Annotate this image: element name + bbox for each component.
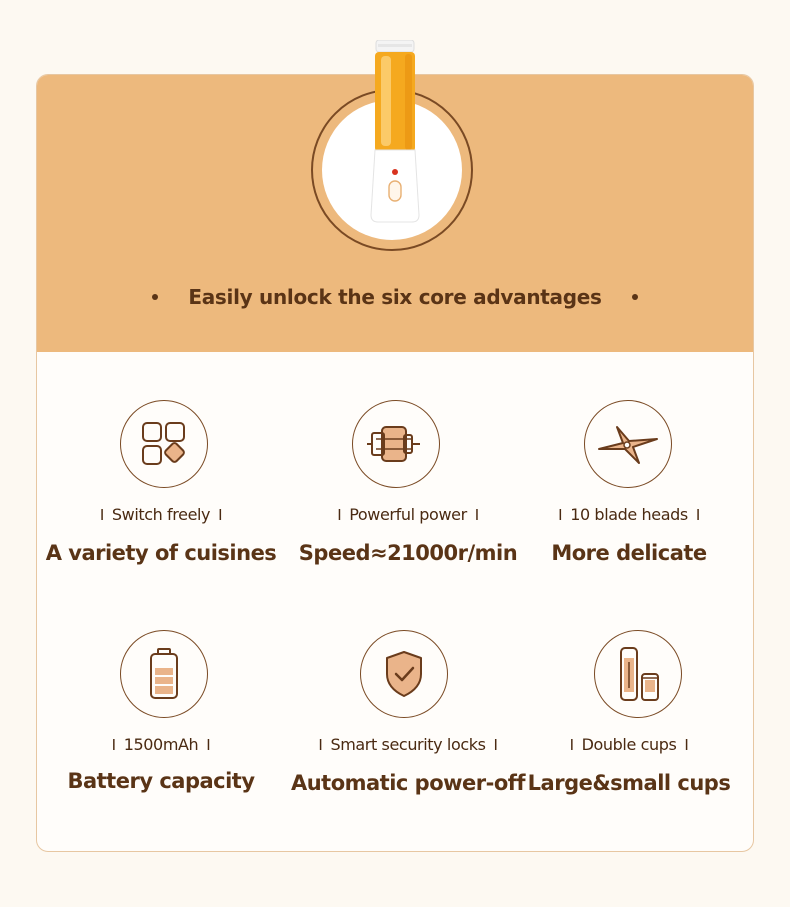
blade-icon xyxy=(584,400,672,488)
grid-squares-icon xyxy=(120,400,208,488)
headline xyxy=(0,282,790,312)
feature-sub-label: I Switch freely I xyxy=(99,505,223,524)
feature-sub-label: I Smart security locks I xyxy=(318,735,498,754)
feature-main-label: More delicate xyxy=(551,541,707,565)
feature-main-label: Automatic power-off xyxy=(290,771,526,795)
motor-icon xyxy=(352,400,440,488)
feature-sub-label: I Powerful power I xyxy=(337,505,479,524)
feature-main-label: Large&small cups xyxy=(527,771,731,795)
feature-main-label: Speed≈21000r/min xyxy=(298,541,518,565)
bullet-right xyxy=(632,294,638,300)
blender-image xyxy=(368,40,422,225)
cups-icon xyxy=(594,630,682,718)
feature-main-label: Battery capacity xyxy=(67,769,255,793)
feature-sub-label: I 10 blade heads I xyxy=(558,505,700,524)
feature-main-label: A variety of cuisines xyxy=(45,541,277,565)
feature-sub-label: I 1500mAh I xyxy=(111,735,211,754)
bullet-left xyxy=(152,294,158,300)
headline-text: Easily unlock the six core advantages xyxy=(188,285,602,309)
shield-check-icon xyxy=(360,630,448,718)
feature-sub-label: I Double cups I xyxy=(569,735,689,754)
battery-icon xyxy=(120,630,208,718)
